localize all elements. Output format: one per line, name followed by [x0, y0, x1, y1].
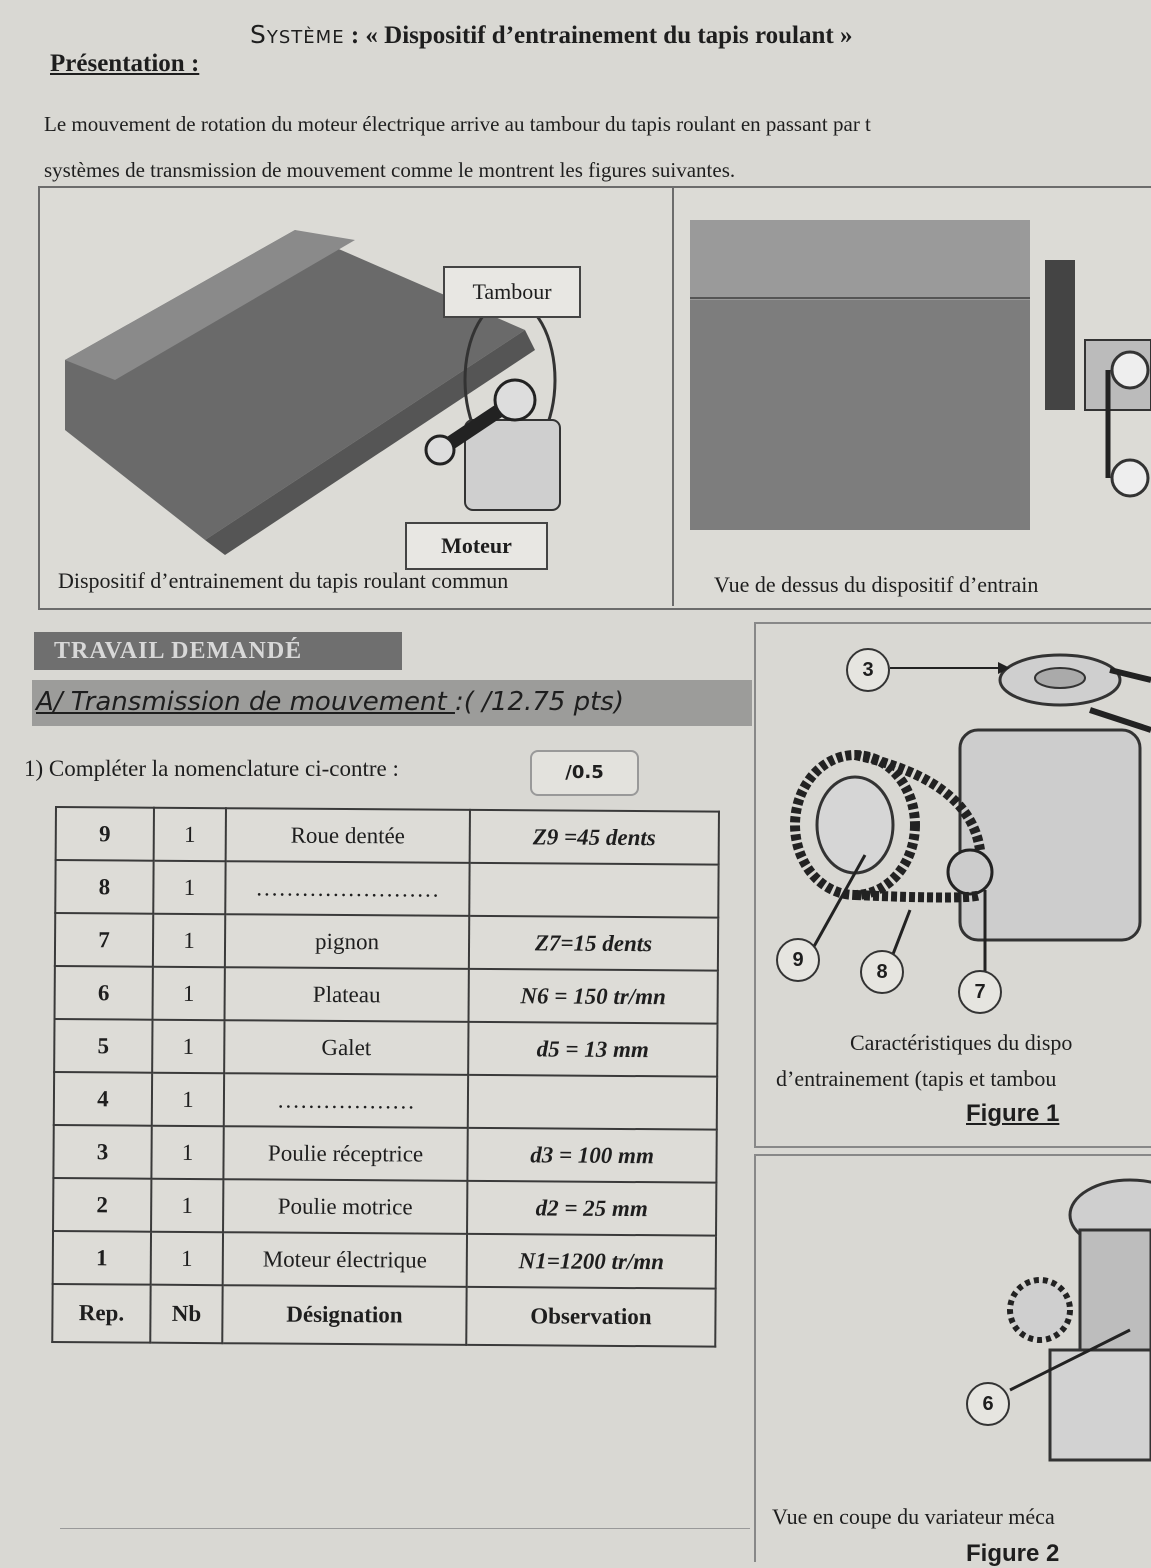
figures-divider [672, 186, 674, 606]
observation-cell: d2 = 25 mm [467, 1181, 716, 1236]
observation-cell: d3 = 100 mm [467, 1128, 716, 1183]
rep-cell: 2 [53, 1178, 151, 1232]
presentation-line-2: systèmes de transmission de mouvement comme le montrent les figures suivantes. [44, 158, 736, 182]
figure-2-caption: Vue en coupe du variateur méca [772, 1504, 1055, 1529]
section-a-points: :( /12.75 pts) [454, 687, 624, 717]
label-7: 7 [958, 970, 1002, 1014]
table-row [54, 1072, 717, 1130]
designation-cell: Plateau [225, 967, 469, 1022]
designation-cell: Roue dentée [226, 808, 470, 863]
travail-banner: TRAVAIL DEMANDÉ [34, 632, 402, 670]
designation-cell: pignon [225, 914, 469, 969]
figure-1-title: Figure 1 [966, 1100, 1060, 1127]
document-title [250, 20, 852, 50]
chain-drive-illustration [770, 640, 1151, 1000]
nb-cell: 1 [154, 808, 226, 862]
question-1-score: /0.5 [530, 750, 639, 796]
figure-2-title: Figure 2 [966, 1540, 1060, 1567]
designation-cell: Moteur électrique [223, 1232, 467, 1287]
rep-cell: 4 [54, 1072, 152, 1126]
top-view-illustration [690, 220, 1151, 540]
left-figure-caption: Dispositif d’entrainement du tapis roulant commun [58, 568, 509, 593]
table-row [53, 1125, 716, 1183]
nb-cell: 1 [151, 1232, 223, 1286]
bottom-rule [60, 1528, 750, 1529]
nb-cell: 1 [152, 1020, 224, 1074]
question-1: 1) Compléter la nomenclature ci-contre : [24, 756, 399, 781]
observation-cell [468, 1075, 717, 1130]
title-text: : « Dispositif d’entrainement du tapis roulant » [344, 22, 853, 49]
observation-cell: N6 = 150 tr/mn [469, 969, 718, 1024]
nb-cell: 1 [153, 914, 225, 968]
table-row [54, 1019, 717, 1077]
label-8: 8 [860, 950, 904, 994]
observation-cell [469, 863, 718, 918]
figure-1-caption-line-1: Caractéristiques du dispo [850, 1030, 1073, 1055]
presentation-line-1: Le mouvement de rotation du moteur électrique arrive au tambour du tapis roulant en passant par t [44, 112, 871, 136]
rep-cell: 9 [56, 807, 154, 861]
nomenclature-table [51, 806, 720, 1348]
presentation-heading: Présentation : [50, 50, 200, 77]
nb-cell: 1 [153, 967, 225, 1021]
observation-cell: Z7=15 dents [469, 916, 718, 971]
designation-cell: Poulie motrice [223, 1179, 467, 1234]
designation-cell[interactable]: ……………… [224, 1073, 468, 1128]
rep-cell: 8 [55, 860, 153, 914]
designation-cell: Poulie réceptrice [223, 1126, 467, 1181]
table-row [53, 1178, 716, 1236]
nb-cell: 1 [153, 861, 225, 915]
section-a-title [32, 680, 752, 726]
nb-cell: 1 [151, 1179, 223, 1233]
rep-cell: 5 [54, 1019, 152, 1073]
label-3: 3 [846, 648, 890, 692]
table-row [56, 807, 719, 865]
header-designation: Désignation [222, 1285, 466, 1345]
observation-cell: Z9 =45 dents [470, 810, 719, 865]
section-a-heading: A/ Transmission de mouvement [36, 687, 455, 717]
table-row [55, 913, 718, 971]
nb-cell: 1 [151, 1126, 223, 1180]
table-row [55, 860, 718, 918]
designation-cell: Galet [224, 1020, 468, 1075]
right-figure-caption: Vue de dessus du dispositif d’entrain [714, 572, 1039, 597]
designation-cell[interactable]: …………………… [225, 861, 469, 916]
table-row [55, 966, 718, 1024]
table-row [53, 1231, 716, 1289]
conveyor-illustration [55, 210, 655, 560]
variator-section-illustration [980, 1170, 1151, 1470]
nb-cell: 1 [152, 1073, 224, 1127]
header-rep: Rep. [52, 1284, 150, 1343]
header-nb: Nb [150, 1285, 222, 1344]
rep-cell: 7 [55, 913, 153, 967]
moteur-callout: Moteur [405, 522, 548, 570]
tambour-callout: Tambour [443, 266, 581, 318]
rep-cell: 6 [55, 966, 153, 1020]
label-6: 6 [966, 1382, 1010, 1426]
label-9: 9 [776, 938, 820, 982]
observation-cell: N1=1200 tr/mn [467, 1234, 716, 1289]
title-system-word: Système [250, 20, 345, 49]
rep-cell: 1 [53, 1231, 151, 1285]
header-observation: Observation [466, 1287, 715, 1347]
rep-cell: 3 [53, 1125, 151, 1179]
observation-cell: d5 = 13 mm [468, 1022, 717, 1077]
table-header-row [52, 1284, 715, 1347]
figure-1-caption-line-2: d’entrainement (tapis et tambou [776, 1066, 1057, 1091]
